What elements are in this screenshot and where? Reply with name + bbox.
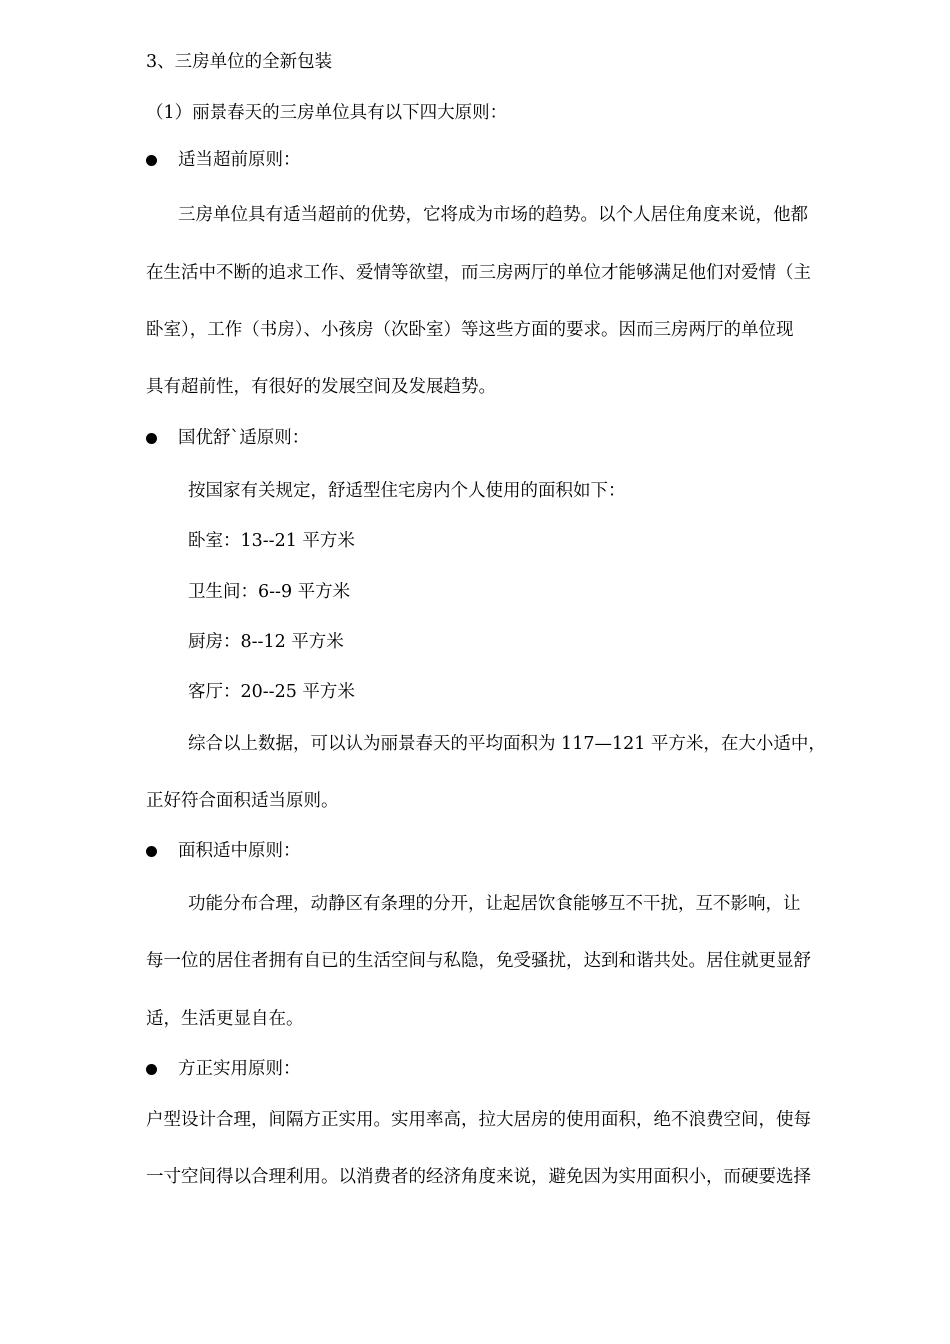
principle-2-summary-2: 正好符合面积适当原则。 <box>146 791 339 811</box>
principle-1-line-2: 在生活中不断的追求工作、爱情等欲望，而三房两厅的单位才能够满足他们对爱情（主 <box>146 263 811 283</box>
principle-1-line-4: 具有超前性，有很好的发展空间及发展趋势。 <box>146 377 496 397</box>
bullet-dot <box>146 1064 157 1075</box>
area-item-bathroom: 卫生间：6--9 平方米 <box>188 582 351 602</box>
principle-4-line-2: 一寸空间得以合理利用。以消费者的经济角度来说，避免因为实用面积小，而硬要选择 <box>146 1167 811 1187</box>
sub-heading: （1）丽景春天的三房单位具有以下四大原则： <box>146 103 508 123</box>
bullet-dot <box>146 846 157 857</box>
principle-1-line-3: 卧室），工作（书房）、小孩房（次卧室）等这些方面的要求。因而三房两厅的单位现 <box>146 320 794 340</box>
principle-2-intro: 按国家有关规定，舒适型住宅房内个人使用的面积如下： <box>188 481 626 501</box>
principle-2-title: 国优舒`适原则： <box>178 428 310 448</box>
bullet-dot <box>146 155 157 166</box>
area-item-bedroom: 卧室：13--21 平方米 <box>188 531 355 551</box>
principle-1-title: 适当超前原则： <box>178 150 301 170</box>
bullet-dot <box>146 433 157 444</box>
principle-3-line-2: 每一位的居住者拥有自已的生活空间与私隐，免受骚扰，达到和谐共处。居住就更显舒 <box>146 951 811 971</box>
principle-3-line-1: 功能分布合理，动静区有条理的分开，让起居饮食能够互不干扰，互不影响，让 <box>188 894 801 914</box>
section-heading: 3、三房单位的全新包装 <box>146 52 333 72</box>
area-item-kitchen: 厨房：8--12 平方米 <box>188 632 344 652</box>
principle-3-title: 面积适中原则： <box>178 841 301 861</box>
principle-4-title: 方正实用原则： <box>178 1059 301 1079</box>
principle-1-line-1: 三房单位具有适当超前的优势，它将成为市场的趋势。以个人居住角度来说，他都 <box>178 205 808 225</box>
principle-4-line-1: 户型设计合理，间隔方正实用。实用率高，拉大居房的使用面积，绝不浪费空间，使每 <box>146 1110 811 1130</box>
principle-2-summary-1: 综合以上数据，可以认为丽景春天的平均面积为 117—121 平方米，在大小适中， <box>188 734 826 754</box>
principle-3-line-3: 适，生活更显自在。 <box>146 1009 304 1029</box>
area-item-living-room: 客厅：20--25 平方米 <box>188 682 355 702</box>
